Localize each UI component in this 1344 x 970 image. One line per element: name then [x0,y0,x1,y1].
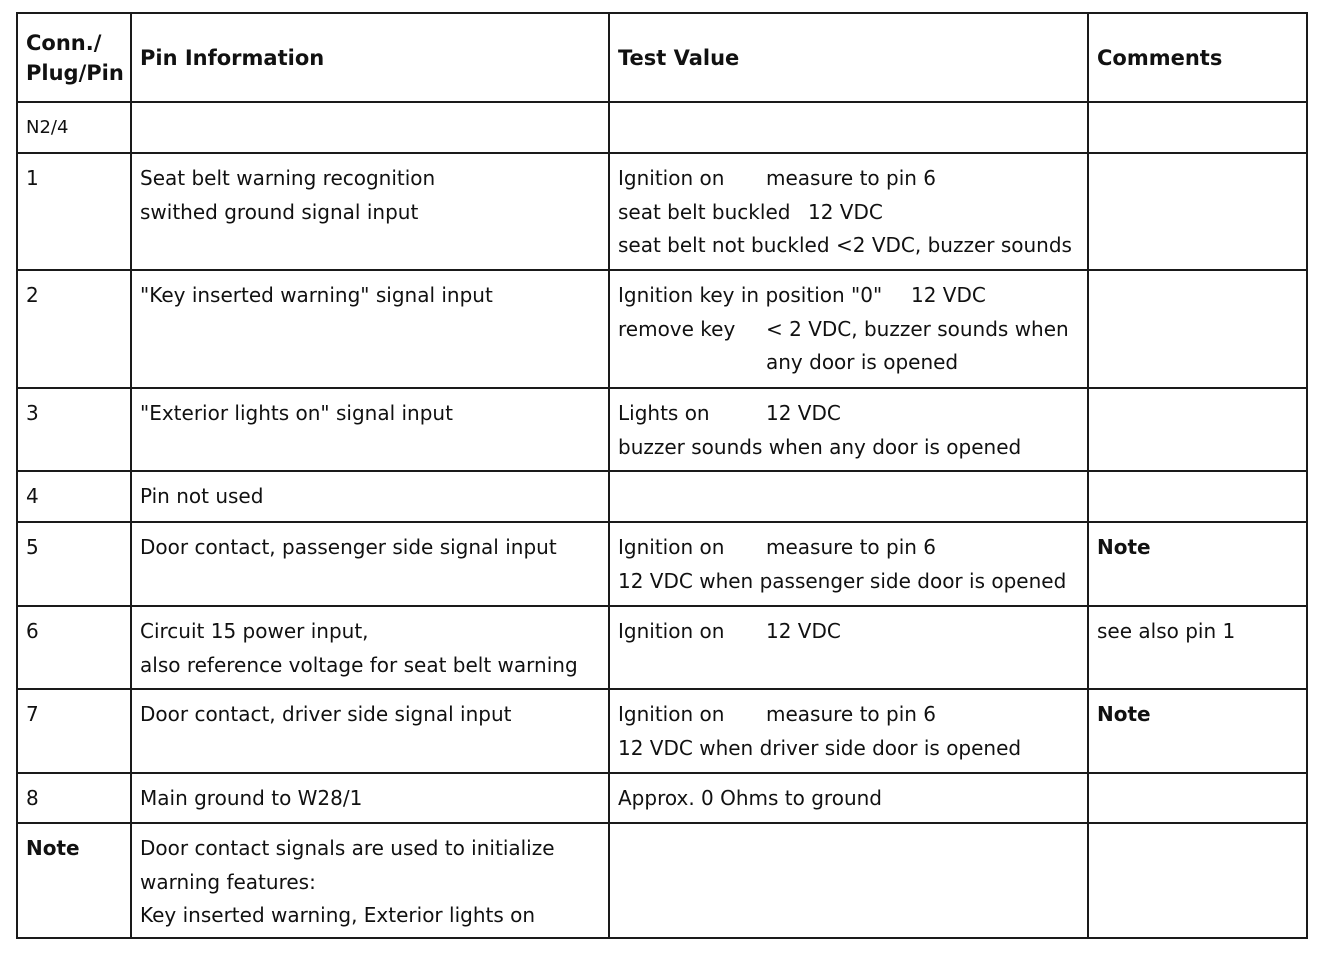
header-pin-info: Pin Information [131,13,609,102]
test-line [618,229,1079,263]
test-line [618,732,1079,766]
table-row [17,153,1307,270]
test-condition: remove key [618,316,736,341]
test-value-cell [609,823,1088,938]
comments-cell [1088,773,1307,823]
pin-info-cell [131,471,609,522]
pin-info-cell [131,102,609,153]
pin-info-line: Main ground to W28/1 [140,786,363,810]
test-condition: Ignition on [618,535,725,559]
table-row [17,773,1307,823]
table-row [17,471,1307,522]
test-result: measure to pin 6 [766,166,937,190]
test-condition: buzzer sounds when any door is opened [618,434,1022,459]
test-condition: Approx. 0 Ohms to ground [618,786,882,810]
conn-cell: 5 [17,522,131,606]
header-comments: Comments [1088,13,1307,102]
comments-cell: see also pin 1 [1088,606,1307,689]
pin-info-line: Seat belt warning recognition [140,166,436,190]
conn-cell: 1 [17,153,131,270]
test-result: 12 VDC [766,401,841,425]
note-line: Door contact signals are used to initialize [140,836,555,860]
test-value-cell [609,102,1088,153]
note-line: warning features: [140,869,316,894]
pin-info-cell [131,606,609,689]
test-condition: seat belt not buckled [618,233,830,257]
table-row [17,689,1307,773]
test-result: measure to pin 6 [766,702,937,726]
test-line [618,565,1079,599]
pin-info-cell [131,689,609,773]
comments-cell [1088,153,1307,270]
test-line [618,698,1079,732]
test-condition: seat belt buckled [618,199,791,224]
pin-info-line: swithed ground signal input [140,199,419,224]
table-row [17,388,1307,471]
pin-info-line: also reference voltage for seat belt warning [140,652,578,677]
pin-info-line: Circuit 15 power input, [140,619,369,643]
pin-information-table [16,12,1308,939]
pin-info-line: "Exterior lights on" signal input [140,401,453,425]
test-value-cell [609,689,1088,773]
comments-cell [1088,471,1307,522]
header-test-value: Test Value [609,13,1088,102]
table-row [17,102,1307,153]
conn-cell: Note [17,823,131,938]
test-line [618,313,1079,347]
header-conn [17,13,131,102]
header-conn-line2: Plug/Pin [26,60,124,85]
test-result: 12 VDC [911,283,986,307]
pin-info-line: Door contact, driver side signal input [140,702,512,726]
conn-cell: 8 [17,773,131,823]
test-value-cell [609,388,1088,471]
header-conn-line1: Conn./ [26,30,102,55]
test-result: any door is opened [766,350,959,374]
comments-cell: Note [1088,689,1307,773]
test-line [618,162,1079,196]
comments-cell [1088,823,1307,938]
pin-info-line: Pin not used [140,484,264,508]
test-value-cell [609,773,1088,823]
comments-cell [1088,102,1307,153]
table-row [17,270,1307,388]
test-value-cell [609,522,1088,606]
pin-info-cell [131,153,609,270]
test-condition: Ignition on [618,702,725,726]
test-condition: Lights on [618,401,710,425]
test-condition [618,346,766,380]
test-line [618,531,1079,565]
test-line [618,782,1079,816]
test-condition: 12 VDC when passenger side door is opened [618,568,1067,593]
pin-info-cell [131,522,609,606]
test-value-cell [609,606,1088,689]
header-row [17,13,1307,102]
test-result: 12 VDC [766,619,841,643]
test-condition: 12 VDC when driver side door is opened [618,735,1022,760]
test-result: <2 VDC, buzzer sounds [836,233,1072,257]
test-condition: Ignition on [618,619,725,643]
test-line [618,346,1079,380]
test-line [618,431,1079,465]
test-value-cell [609,153,1088,270]
comments-cell: Note [1088,522,1307,606]
test-condition: Ignition on [618,166,725,190]
pin-info-line: "Key inserted warning" signal input [140,283,493,307]
comments-cell [1088,388,1307,471]
pin-info-cell [131,388,609,471]
conn-cell: 6 [17,606,131,689]
table-row [17,823,1307,938]
conn-cell: 7 [17,689,131,773]
test-condition: Ignition key in position "0" [618,283,883,307]
pin-info-line: Door contact, passenger side signal input [140,535,557,559]
test-line [618,397,1079,431]
conn-cell: N2/4 [17,102,131,153]
test-result: < 2 VDC, buzzer sounds when [766,316,1069,341]
pin-info-cell [131,270,609,388]
test-result: 12 VDC [808,199,883,224]
table-row [17,522,1307,606]
pin-info-cell [131,773,609,823]
conn-cell: 2 [17,270,131,388]
comments-cell [1088,270,1307,388]
test-value-cell [609,471,1088,522]
conn-cell: 3 [17,388,131,471]
test-result: measure to pin 6 [766,535,937,559]
note-line: Key inserted warning, Exterior lights on [140,903,536,927]
test-line [618,615,1079,649]
pin-info-cell [131,823,609,938]
test-line [618,279,1079,313]
table-row [17,606,1307,689]
conn-cell: 4 [17,471,131,522]
test-value-cell [609,270,1088,388]
test-line [618,196,1079,230]
